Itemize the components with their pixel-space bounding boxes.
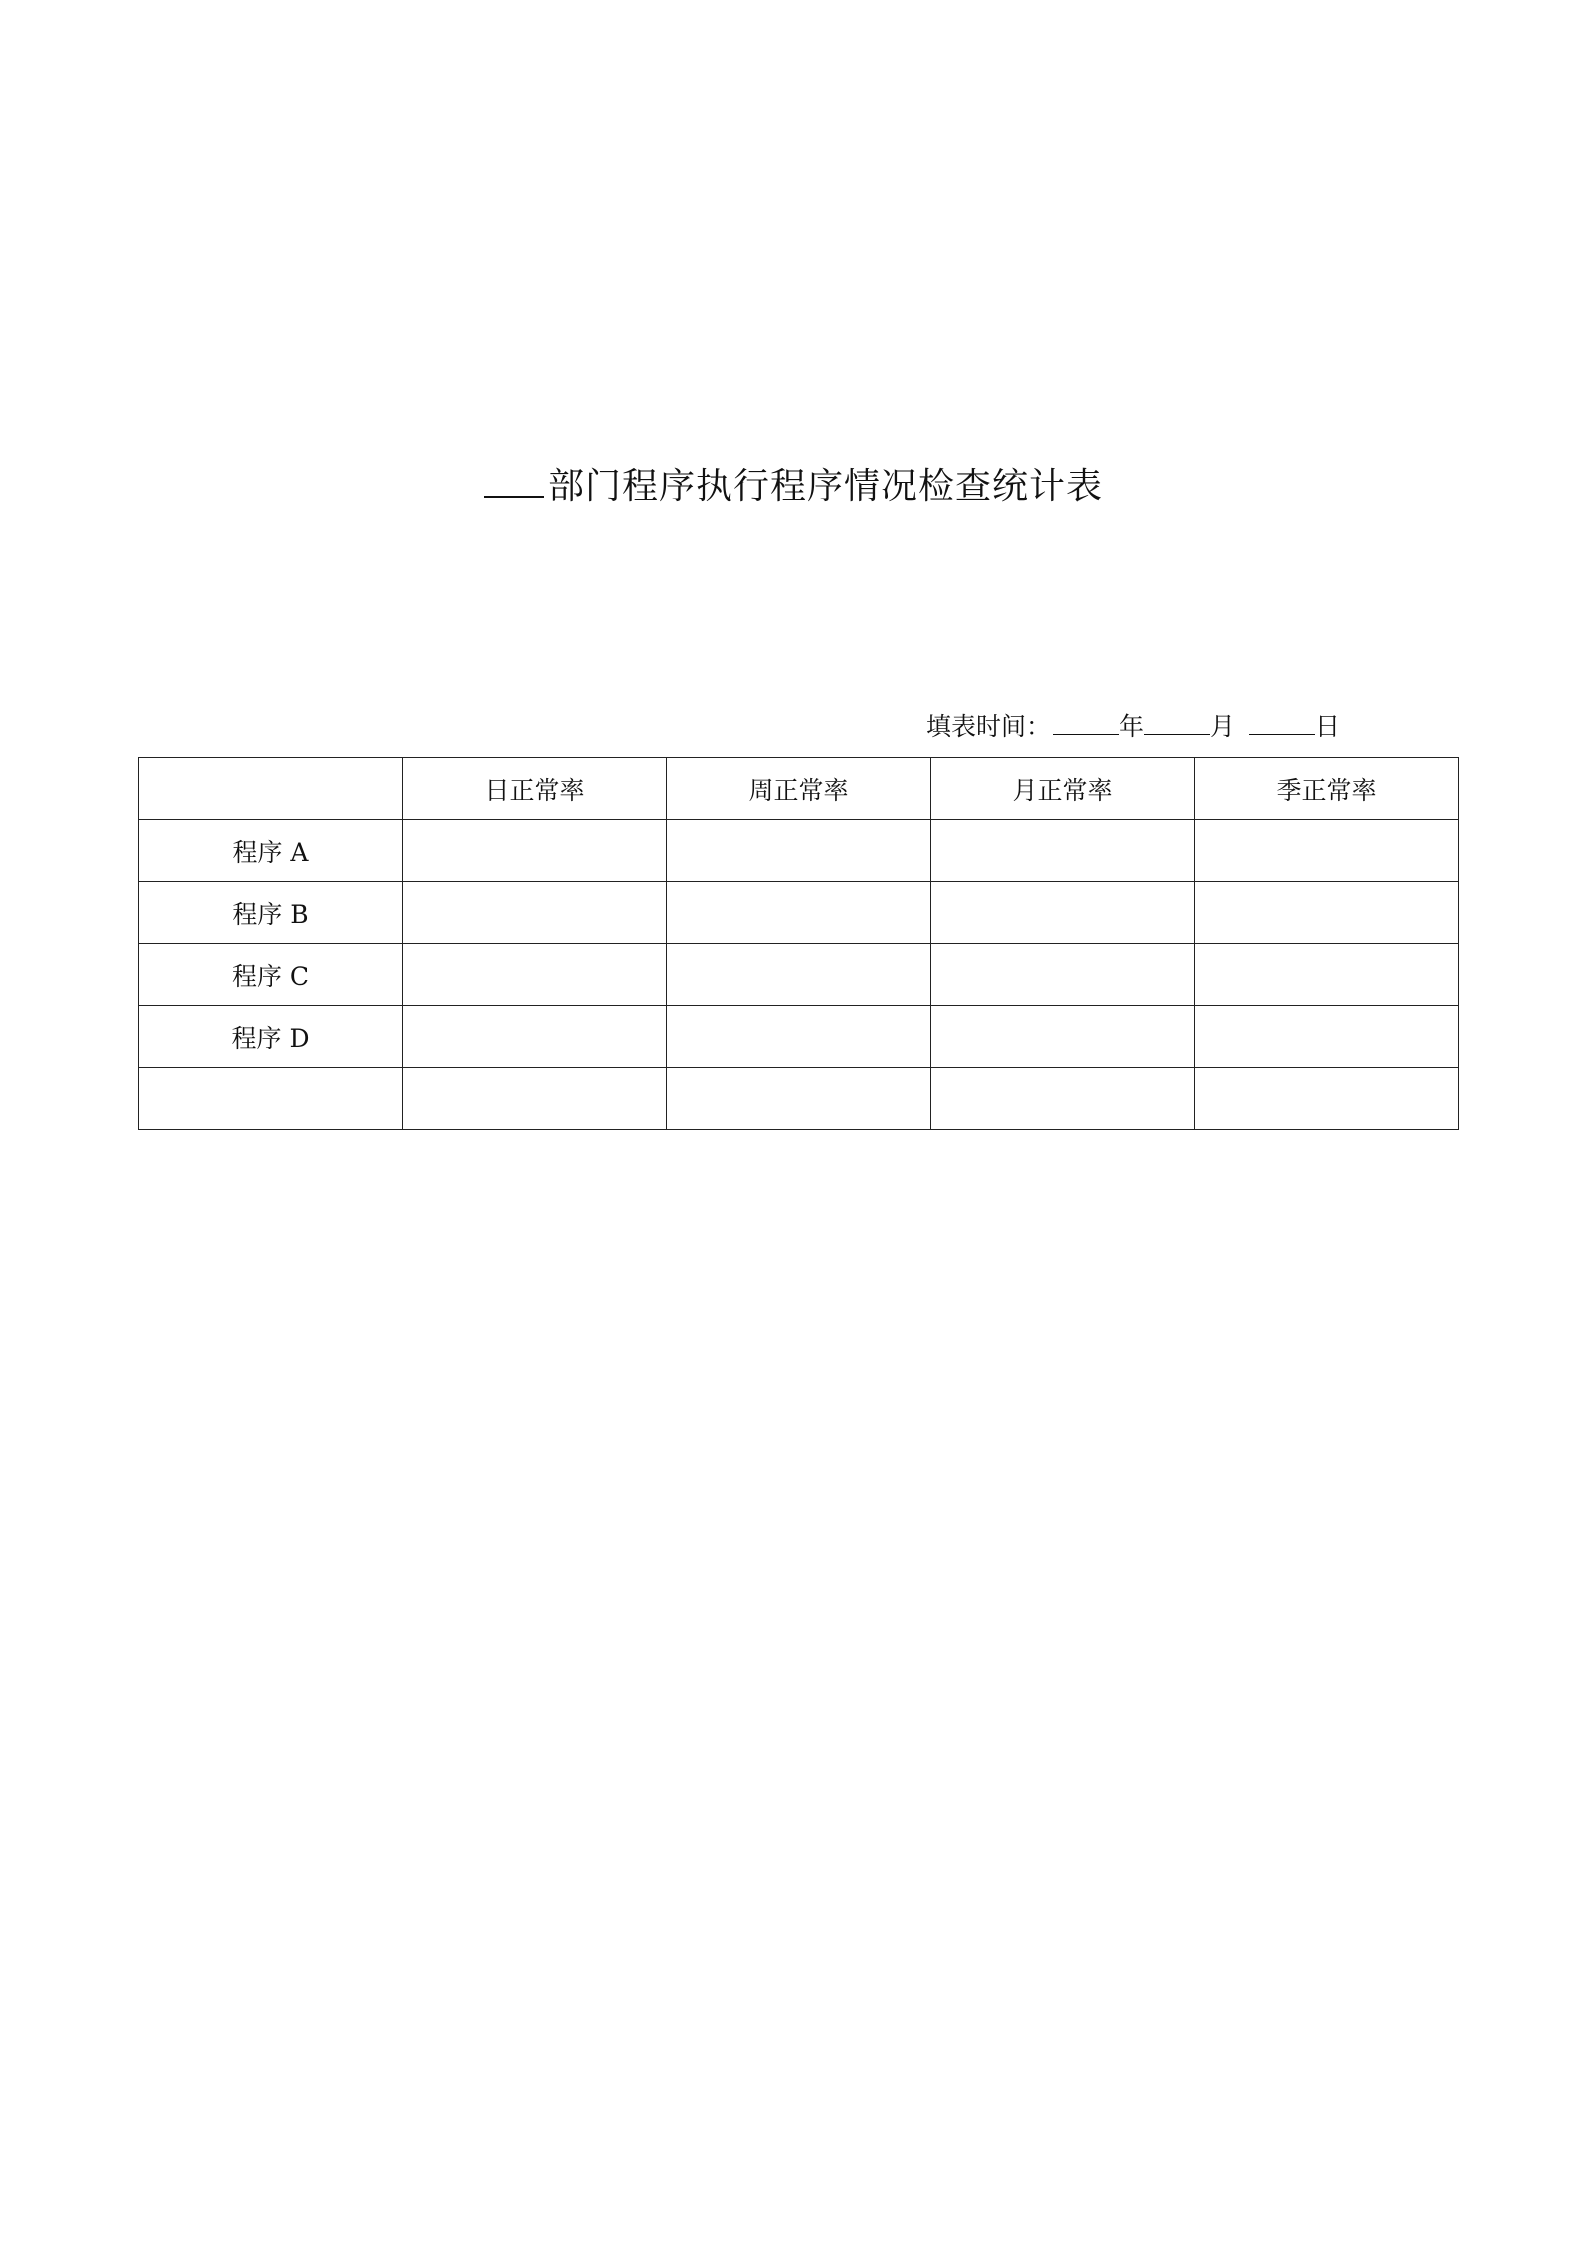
fill-time-label: 填表时间： bbox=[926, 712, 1052, 741]
table-cell[interactable] bbox=[1195, 944, 1459, 1006]
table-cell[interactable] bbox=[931, 1068, 1195, 1130]
page-title-text: 部门程序执行程序情况检查统计表 bbox=[547, 466, 1103, 507]
table-cell[interactable] bbox=[403, 1006, 667, 1068]
header-monthly-rate: 月正常率 bbox=[931, 758, 1195, 820]
table-cell[interactable] bbox=[403, 944, 667, 1006]
header-row bbox=[139, 758, 1459, 820]
table-cell[interactable] bbox=[931, 882, 1195, 944]
row-label: 程序 B bbox=[139, 882, 403, 944]
table-row bbox=[139, 944, 1459, 1006]
stats-table bbox=[138, 757, 1459, 1130]
day-label: 日 bbox=[1315, 712, 1341, 741]
table-cell[interactable] bbox=[667, 944, 931, 1006]
table-row bbox=[139, 882, 1459, 944]
month-blank[interactable] bbox=[1144, 708, 1210, 735]
table-cell[interactable] bbox=[667, 1006, 931, 1068]
day-blank[interactable] bbox=[1249, 708, 1315, 735]
table-cell[interactable] bbox=[1195, 882, 1459, 944]
year-label: 年 bbox=[1119, 712, 1145, 741]
header-cell-empty bbox=[139, 758, 403, 820]
month-label: 月 bbox=[1210, 712, 1236, 741]
row-label: 程序 D bbox=[139, 1006, 403, 1068]
table-cell[interactable] bbox=[667, 820, 931, 882]
header-daily-rate: 日正常率 bbox=[403, 758, 667, 820]
table-cell[interactable] bbox=[931, 1006, 1195, 1068]
table-row bbox=[139, 1006, 1459, 1068]
row-label: 程序 C bbox=[139, 944, 403, 1006]
table-cell[interactable] bbox=[931, 944, 1195, 1006]
table-cell[interactable] bbox=[931, 820, 1195, 882]
department-blank[interactable] bbox=[484, 458, 544, 498]
table-cell[interactable] bbox=[667, 1068, 931, 1130]
fill-time-line bbox=[926, 708, 1340, 745]
table-cell[interactable] bbox=[403, 1068, 667, 1130]
table-row bbox=[139, 1068, 1459, 1130]
page-title bbox=[0, 458, 1587, 512]
table-cell[interactable] bbox=[1195, 1006, 1459, 1068]
header-weekly-rate: 周正常率 bbox=[667, 758, 931, 820]
row-label[interactable] bbox=[139, 1068, 403, 1130]
table-cell[interactable] bbox=[403, 820, 667, 882]
row-label: 程序 A bbox=[139, 820, 403, 882]
table-cell[interactable] bbox=[403, 882, 667, 944]
table-cell[interactable] bbox=[1195, 820, 1459, 882]
table-cell[interactable] bbox=[1195, 1068, 1459, 1130]
table-cell[interactable] bbox=[667, 882, 931, 944]
header-quarterly-rate: 季正常率 bbox=[1195, 758, 1459, 820]
year-blank[interactable] bbox=[1053, 708, 1119, 735]
table-row bbox=[139, 820, 1459, 882]
